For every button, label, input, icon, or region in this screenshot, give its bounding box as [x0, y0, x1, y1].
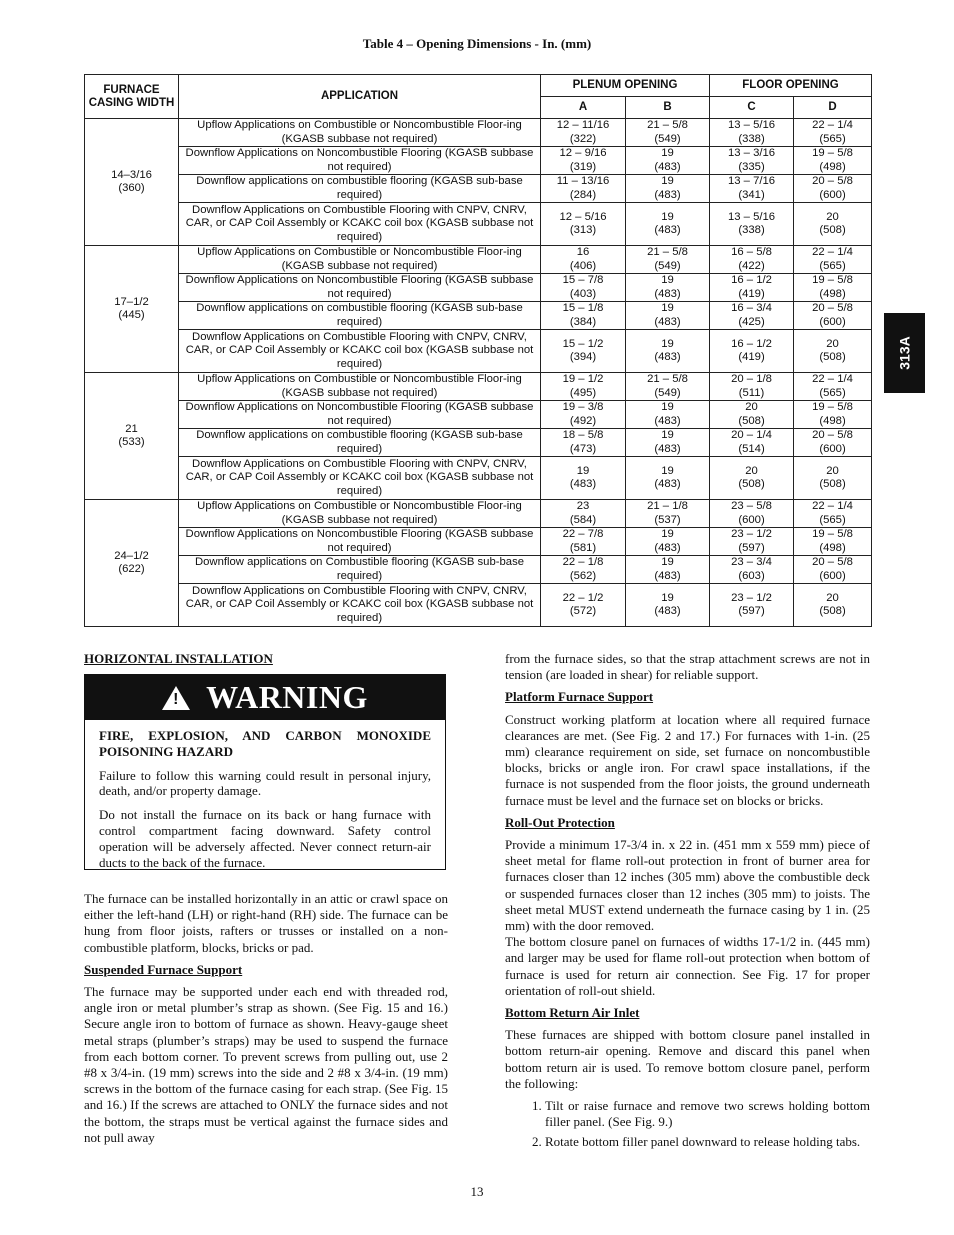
dimension-c-cell: [710, 500, 794, 528]
table-row: [85, 584, 872, 627]
dimension-c-cell: [710, 401, 794, 429]
platform-support-paragraph: Construct working platform at location where all required furnace clearances are met. (See Fig. 2 and 17.) For furnaces with 1-in. (25 mm) clearance requirement on side, set furnace on noncombustible blocks, bricks or angle iron. For crawl space installations, if the furnace is not suspended from the floor joists, the ground underneath furnace must be level and the furnace set on blocks or bricks.: [505, 711, 870, 808]
dimension-d-mm: (508): [819, 224, 846, 236]
dimension-a-in: 19 – 1/2: [562, 373, 604, 385]
dimension-c-mm: (600): [738, 513, 765, 526]
dimension-d-cell: [794, 203, 872, 246]
dimension-b-mm: (549): [654, 132, 681, 145]
casing-width-mm: (445): [118, 309, 145, 321]
application-cell: Downflow applications on combustible flooring (KGASB sub-base required): [179, 175, 541, 203]
dimension-a-in: 15 – 1/2: [562, 337, 604, 350]
dimension-c-cell: [710, 203, 794, 246]
dimension-b-cell: [626, 302, 710, 330]
dimension-c-cell: [710, 147, 794, 175]
table-row: [85, 457, 872, 500]
dimension-c-mm: (419): [738, 287, 765, 300]
dimension-c-cell: [710, 373, 794, 401]
header-casing-width: FURNACE CASING WIDTH: [85, 75, 179, 119]
dimension-c-in: 23 – 5/8: [731, 500, 772, 512]
casing-width-in: 24–1/2: [114, 549, 149, 562]
casing-width-mm: (533): [118, 436, 145, 448]
dimension-d-mm: (600): [819, 442, 846, 455]
dimension-a-mm: (473): [569, 442, 597, 455]
dimension-b-in: 21 – 5/8: [647, 119, 688, 131]
page-number: 13: [470, 1184, 484, 1199]
dimension-c-mm: (603): [738, 569, 765, 582]
dimension-b-mm: (549): [654, 386, 681, 399]
dimension-d-mm: (498): [819, 541, 846, 554]
left-column-body: [84, 891, 448, 1152]
dimension-d-mm: (508): [819, 478, 846, 490]
dimension-d-cell: [794, 584, 872, 627]
dimension-a-cell: [541, 119, 626, 147]
dimension-b-cell: [626, 528, 710, 556]
table-row: [85, 373, 872, 401]
table-row: [85, 302, 872, 330]
dimension-c-cell: [710, 302, 794, 330]
table-row: [85, 528, 872, 556]
dimension-d-in: 20: [826, 591, 839, 604]
dimension-a-mm: (581): [569, 541, 597, 554]
dimension-d-in: 20 – 5/8: [812, 429, 853, 441]
dimension-b-in: 21 – 1/8: [647, 500, 688, 512]
dimension-b-in: 19: [661, 337, 674, 350]
dimension-d-mm: (600): [819, 569, 846, 582]
dimension-a-cell: [541, 528, 626, 556]
platform-support-heading: Platform Furnace Support: [505, 689, 654, 705]
dimension-b-cell: [626, 401, 710, 429]
application-cell: Downflow applications on combustible flooring (KGASB sub-base required): [179, 302, 541, 330]
section-side-tab: [884, 313, 925, 393]
dimension-b-in: 21 – 5/8: [647, 373, 688, 385]
dimension-a-cell: [541, 147, 626, 175]
dimension-a-mm: (572): [569, 605, 597, 617]
table-row: [85, 119, 872, 147]
dimension-a-in: 15 – 1/8: [562, 302, 604, 314]
bottom-return-paragraph: These furnaces are shipped with bottom closure panel installed in bottom return-air opening. Remove and discard this panel when bottom return air is used. To remove bottom closure panel, perform the following:: [505, 1027, 870, 1091]
dimension-a-in: 16: [576, 246, 590, 258]
dimension-c-in: 13 – 7/16: [727, 175, 776, 187]
header-a: A: [541, 97, 626, 119]
step-item: 1. Tilt or raise furnace and remove two screws holding bottom filler panel. (See Fig. 9.): [545, 1098, 870, 1130]
dimension-d-in: 19 – 5/8: [812, 147, 853, 159]
dimension-c-in: 20 – 1/4: [731, 429, 772, 441]
dimension-d-in: 22 – 1/4: [812, 246, 853, 258]
dimension-c-in: 16 – 1/2: [731, 274, 772, 286]
left-column-heading-block: [84, 651, 448, 673]
dimension-b-cell: [626, 429, 710, 457]
rollout-protection-heading: Roll-Out Protection: [505, 814, 615, 830]
dimension-b-mm: (483): [654, 569, 681, 582]
dimension-d-cell: [794, 528, 872, 556]
dimension-b-mm: (549): [654, 259, 681, 272]
dimension-d-in: 22 – 1/4: [812, 119, 853, 131]
table-row: [85, 556, 872, 584]
dimension-a-in: 23: [576, 500, 590, 512]
dimension-a-in: 19: [576, 464, 590, 477]
dimension-c-mm: (422): [738, 259, 765, 272]
table-body: [85, 119, 872, 627]
casing-width-mm: (622): [118, 563, 145, 575]
dimension-c-mm: (338): [738, 132, 765, 145]
dimension-a-in: 18 – 5/8: [562, 429, 604, 441]
dimension-d-mm: (565): [819, 513, 846, 526]
dimension-d-mm: (600): [819, 315, 846, 328]
dimension-b-in: 19: [661, 302, 674, 314]
suspended-support-paragraph: The furnace may be supported under each end with threaded rod, angle iron or metal plumber’s strap as shown. (See Fig. 15 and 16.) Secure angle iron to bottom of furnace as shown. Heavy-gauge sheet metal straps (plumber’s straps) may be used to suspend the furnace from each bottom corner. To prevent screws from pulling out, use 2 #8 x 3/4-in. (19 mm) screws into the side and 2 #8 x 3/4-in. (19 mm) screws in the bottom of the furnace casing for each strap. (See Fig. 15 and 16.) If the screws are attached to ONLY the furnace sides and not the bottom, the straps must be vertical against the furnace sides and not pull away: [84, 984, 448, 1145]
dimension-b-in: 19: [661, 147, 674, 159]
dimension-c-cell: [710, 330, 794, 373]
casing-width-in: 17–1/2: [114, 295, 149, 308]
dimension-d-cell: [794, 302, 872, 330]
warning-hazard-title: FIRE, EXPLOSION, AND CARBON MONOXIDE POISONING HAZARD: [99, 728, 431, 759]
dimension-b-cell: [626, 246, 710, 274]
dimension-a-mm: (313): [569, 224, 597, 236]
table-row: [85, 274, 872, 302]
dimension-d-mm: (565): [819, 386, 846, 399]
dimension-b-cell: [626, 500, 710, 528]
dimension-d-cell: [794, 175, 872, 203]
dimension-b-mm: (483): [654, 315, 681, 328]
step-item: 2. Rotate bottom filler panel downward to release holding tabs.: [545, 1134, 870, 1150]
dimension-c-mm: (511): [738, 386, 765, 399]
dimension-c-mm: (341): [738, 188, 765, 201]
dimension-a-in: 15 – 7/8: [562, 274, 604, 286]
dimension-d-in: 19 – 5/8: [812, 401, 853, 413]
dimension-c-mm: (419): [738, 351, 765, 363]
warning-triangle-icon: !: [162, 686, 190, 710]
table-row: [85, 147, 872, 175]
dimension-d-cell: [794, 556, 872, 584]
dimension-a-mm: (319): [569, 160, 597, 173]
dimension-d-cell: [794, 330, 872, 373]
casing-width-cell: [85, 119, 179, 246]
dimension-b-in: 19: [661, 591, 674, 604]
dimension-d-mm: (600): [819, 188, 846, 201]
application-cell: Downflow Applications on Combustible Flooring with CNPV, CNRV, CAR, or CAP Coil Assembly or KCAKC coil box (KGASB subbase not required): [179, 203, 541, 246]
dimension-d-in: 22 – 1/4: [812, 500, 853, 512]
dimension-c-in: 13 – 5/16: [727, 119, 776, 131]
dimension-a-cell: [541, 373, 626, 401]
dimension-d-mm: (498): [819, 287, 846, 300]
horizontal-intro-paragraph: The furnace can be installed horizontally in an attic or crawl space on either the left-hand (LH) or right-hand (RH) side. The furnace can be hung from floor joists, rafters or trusses or installed on a non-combustible platform, blocks, bricks or pad.: [84, 891, 448, 955]
dimension-c-cell: [710, 556, 794, 584]
dimension-c-mm: (508): [738, 478, 765, 490]
table-caption: Table 4 – Opening Dimensions - In. (mm): [362, 36, 592, 51]
dimension-b-mm: (483): [654, 188, 681, 201]
application-cell: Upflow Applications on Combustible or Noncombustible Floor-ing (KGASB subbase not required): [179, 500, 541, 528]
dimension-a-cell: [541, 401, 626, 429]
dimension-a-mm: (495): [569, 386, 597, 399]
dimension-a-cell: [541, 274, 626, 302]
dimension-c-cell: [710, 528, 794, 556]
dimension-d-cell: [794, 401, 872, 429]
dimension-c-in: 23 – 3/4: [731, 556, 772, 568]
dimension-a-mm: (322): [569, 132, 597, 145]
table-row: [85, 175, 872, 203]
dimension-c-in: 16 – 1/2: [731, 337, 772, 350]
dimension-a-mm: (384): [569, 315, 597, 328]
table-row: [85, 429, 872, 457]
dimension-c-in: 16 – 3/4: [731, 302, 772, 314]
dimension-c-cell: [710, 274, 794, 302]
dimension-a-cell: [541, 457, 626, 500]
dimension-c-mm: (338): [738, 224, 765, 236]
dimension-a-cell: [541, 175, 626, 203]
dimension-c-mm: (597): [738, 605, 765, 617]
dimension-d-in: 20 – 5/8: [812, 556, 853, 568]
dimension-c-cell: [710, 246, 794, 274]
dimension-a-mm: (284): [569, 188, 597, 201]
dimension-d-mm: (565): [819, 132, 846, 145]
dimension-b-cell: [626, 119, 710, 147]
dimension-d-mm: (565): [819, 259, 846, 272]
application-cell: Upflow Applications on Combustible or Noncombustible Floor-ing (KGASB subbase not required): [179, 119, 541, 147]
rollout-paragraph-1: Provide a minimum 17-3/4 in. x 22 in. (451 mm x 559 mm) piece of sheet metal for flame roll-out protection in front of burner area for furnaces closer than 12 inches (305 mm) above the combustible deck or suspended furnaces closer than 12 inches (305 mm) to joists. The sheet metal MUST extend underneath the furnace casing by 1 in. (25 mm) with the door removed.: [505, 837, 870, 934]
casing-width-in: 14–3/16: [111, 168, 152, 181]
dimension-b-cell: [626, 584, 710, 627]
application-cell: Downflow Applications on Noncombustible Flooring (KGASB subbase not required): [179, 528, 541, 556]
header-application: APPLICATION: [179, 75, 541, 119]
table-row: [85, 330, 872, 373]
dimension-b-mm: (483): [654, 442, 681, 455]
dimension-b-cell: [626, 373, 710, 401]
dimension-a-in: 22 – 1/8: [562, 556, 604, 568]
suspended-support-heading: Suspended Furnace Support: [84, 961, 243, 977]
dimension-b-mm: (483): [654, 160, 681, 173]
table-row: [85, 401, 872, 429]
dimension-d-in: 20: [826, 464, 839, 477]
dimension-b-mm: (483): [654, 541, 681, 554]
application-cell: Upflow Applications on Combustible or Noncombustible Floor-ing (KGASB subbase not required): [179, 246, 541, 274]
header-floor-opening: FLOOR OPENING: [710, 75, 872, 97]
dimension-c-cell: [710, 584, 794, 627]
dimension-b-cell: [626, 274, 710, 302]
application-cell: Downflow Applications on Noncombustible Flooring (KGASB subbase not required): [179, 147, 541, 175]
dimension-a-cell: [541, 500, 626, 528]
dimension-a-in: 12 – 5/16: [559, 210, 607, 223]
rollout-paragraph-2: The bottom closure panel on furnaces of widths 17-1/2 in. (445 mm) and larger may be used for flame roll-out protection when bottom of furnace is used for return air connection. See Fig. 17 for proper orientation of roll-out shield.: [505, 934, 870, 998]
dimension-a-in: 22 – 1/2: [562, 591, 604, 604]
dimension-b-in: 19: [661, 210, 674, 223]
dimension-c-mm: (597): [738, 541, 765, 554]
header-b: B: [626, 97, 710, 119]
warning-body: [85, 720, 445, 870]
application-cell: Downflow Applications on Combustible Flooring with CNPV, CNRV, CAR, or CAP Coil Assembly or KCAKC coil box (KGASB subbase not required): [179, 330, 541, 373]
dimension-a-in: 11 – 13/16: [556, 175, 610, 187]
dimension-a-in: 22 – 7/8: [562, 528, 604, 540]
table-row: [85, 246, 872, 274]
application-cell: Downflow Applications on Combustible Flooring with CNPV, CNRV, CAR, or CAP Coil Assembly or KCAKC coil box (KGASB subbase not required): [179, 457, 541, 500]
dimension-b-mm: (483): [654, 605, 681, 617]
dimension-a-cell: [541, 584, 626, 627]
casing-width-mm: (360): [118, 182, 145, 194]
warning-box: [84, 674, 446, 870]
continued-paragraph: from the furnace sides, so that the strap attachment screws are not in tension (are loaded in shear) for reliable support.: [505, 651, 870, 683]
header-d: D: [794, 97, 872, 119]
dimension-b-mm: (483): [654, 351, 681, 363]
horizontal-installation-heading: HORIZONTAL INSTALLATION: [84, 651, 273, 666]
dimension-d-cell: [794, 429, 872, 457]
dimension-b-cell: [626, 556, 710, 584]
dimension-b-in: 21 – 5/8: [647, 246, 688, 258]
dimension-b-in: 19: [661, 464, 674, 477]
warning-banner: [85, 675, 445, 720]
dimension-b-mm: (483): [654, 224, 681, 236]
dimension-c-in: 20: [745, 464, 758, 477]
side-tab-label: 313A: [896, 336, 913, 370]
dimension-a-cell: [541, 203, 626, 246]
dimension-d-mm: (498): [819, 160, 846, 173]
dimension-d-mm: (508): [819, 351, 846, 363]
warning-paragraph-1: Failure to follow this warning could result in personal injury, death, and/or property damage.: [99, 767, 431, 799]
dimension-d-in: 20: [826, 210, 839, 223]
application-cell: Upflow Applications on Combustible or Noncombustible Floor-ing (KGASB subbase not required): [179, 373, 541, 401]
application-cell: Downflow applications on Combustible flooring (KGASB sub-base required): [179, 556, 541, 584]
dimension-a-mm: (584): [569, 513, 597, 526]
application-cell: Downflow Applications on Noncombustible Flooring (KGASB subbase not required): [179, 401, 541, 429]
bottom-return-steps: [505, 1098, 870, 1151]
application-cell: Downflow Applications on Combustible Flooring with CNPV, CNRV, CAR, or CAP Coil Assembly or KCAKC coil box (KGASB subbase not required): [179, 584, 541, 627]
dimension-b-in: 19: [661, 556, 674, 568]
dimension-a-in: 19 – 3/8: [562, 401, 604, 413]
dimension-c-cell: [710, 119, 794, 147]
dimension-b-in: 19: [661, 528, 674, 540]
dimension-b-mm: (483): [654, 414, 681, 427]
dimension-c-in: 23 – 1/2: [731, 528, 772, 540]
dimension-d-mm: (498): [819, 414, 846, 427]
dimension-d-cell: [794, 274, 872, 302]
dimension-d-cell: [794, 373, 872, 401]
dimension-a-cell: [541, 302, 626, 330]
dimension-c-mm: (425): [738, 315, 765, 328]
dimension-d-in: 20 – 5/8: [812, 302, 853, 314]
dimension-a-in: 12 – 11/16: [556, 119, 610, 131]
dimension-b-in: 19: [661, 274, 674, 286]
header-plenum-opening: PLENUM OPENING: [541, 75, 710, 97]
casing-width-cell: [85, 500, 179, 627]
dimension-d-cell: [794, 457, 872, 500]
dimension-d-cell: [794, 147, 872, 175]
dimension-d-in: 22 – 1/4: [812, 373, 853, 385]
dimension-a-mm: (394): [569, 351, 597, 363]
dimension-c-in: 13 – 3/16: [727, 147, 776, 159]
dimension-b-cell: [626, 147, 710, 175]
casing-width-cell: [85, 246, 179, 373]
dimension-a-mm: (492): [569, 414, 597, 427]
dimension-b-mm: (483): [654, 287, 681, 300]
dimension-c-mm: (514): [738, 442, 765, 455]
dimension-c-in: 23 – 1/2: [731, 591, 772, 604]
dimension-d-in: 20 – 5/8: [812, 175, 853, 187]
warning-label: WARNING: [206, 679, 368, 715]
casing-width-in: 21: [125, 422, 138, 435]
bottom-return-heading: Bottom Return Air Inlet: [505, 1005, 640, 1021]
dimension-b-cell: [626, 175, 710, 203]
dimension-b-mm: (483): [654, 478, 681, 490]
dimension-c-cell: [710, 457, 794, 500]
dimension-c-in: 20: [745, 401, 758, 413]
dimension-a-cell: [541, 330, 626, 373]
dimension-b-cell: [626, 330, 710, 373]
dimension-a-cell: [541, 556, 626, 584]
dimension-b-mm: (537): [654, 513, 681, 526]
application-cell: Downflow applications on combustible flooring (KGASB sub-base required): [179, 429, 541, 457]
dimension-d-in: 19 – 5/8: [812, 528, 853, 540]
dimension-a-mm: (403): [569, 287, 597, 300]
dimension-d-mm: (508): [819, 605, 846, 617]
dimension-c-mm: (508): [738, 414, 765, 427]
dimension-c-cell: [710, 175, 794, 203]
dimension-d-in: 20: [826, 337, 839, 350]
casing-width-cell: [85, 373, 179, 500]
dimension-a-cell: [541, 246, 626, 274]
dimension-b-in: 19: [661, 175, 674, 187]
dimension-c-mm: (335): [738, 160, 765, 173]
dimension-a-mm: (406): [569, 259, 597, 272]
dimension-b-in: 19: [661, 429, 674, 441]
dimension-b-cell: [626, 457, 710, 500]
dimension-c-cell: [710, 429, 794, 457]
dimension-c-in: 20 – 1/8: [731, 373, 772, 385]
dimension-a-cell: [541, 429, 626, 457]
dimension-a-in: 12 – 9/16: [559, 147, 607, 159]
right-column-body: [505, 651, 870, 1155]
dimension-d-cell: [794, 500, 872, 528]
dimension-a-mm: (483): [569, 478, 597, 490]
warning-paragraph-2: Do not install the furnace on its back or hang furnace with control compartment facing downward. Safety control operation will be adversely affected. Never connect return-air ducts to the back of the furnace.: [99, 807, 431, 870]
dimension-a-mm: (562): [569, 569, 597, 582]
table-row: [85, 203, 872, 246]
dimension-c-in: 13 – 5/16: [727, 210, 776, 223]
opening-dimensions-table: [84, 74, 872, 627]
dimension-d-in: 19 – 5/8: [812, 274, 853, 286]
dimension-d-cell: [794, 246, 872, 274]
table-row: [85, 500, 872, 528]
dimension-b-cell: [626, 203, 710, 246]
header-c: C: [710, 97, 794, 119]
application-cell: Downflow Applications on Noncombustible Flooring (KGASB subbase not required): [179, 274, 541, 302]
dimension-b-in: 19: [661, 401, 674, 413]
dimension-d-cell: [794, 119, 872, 147]
dimension-c-in: 16 – 5/8: [731, 246, 772, 258]
